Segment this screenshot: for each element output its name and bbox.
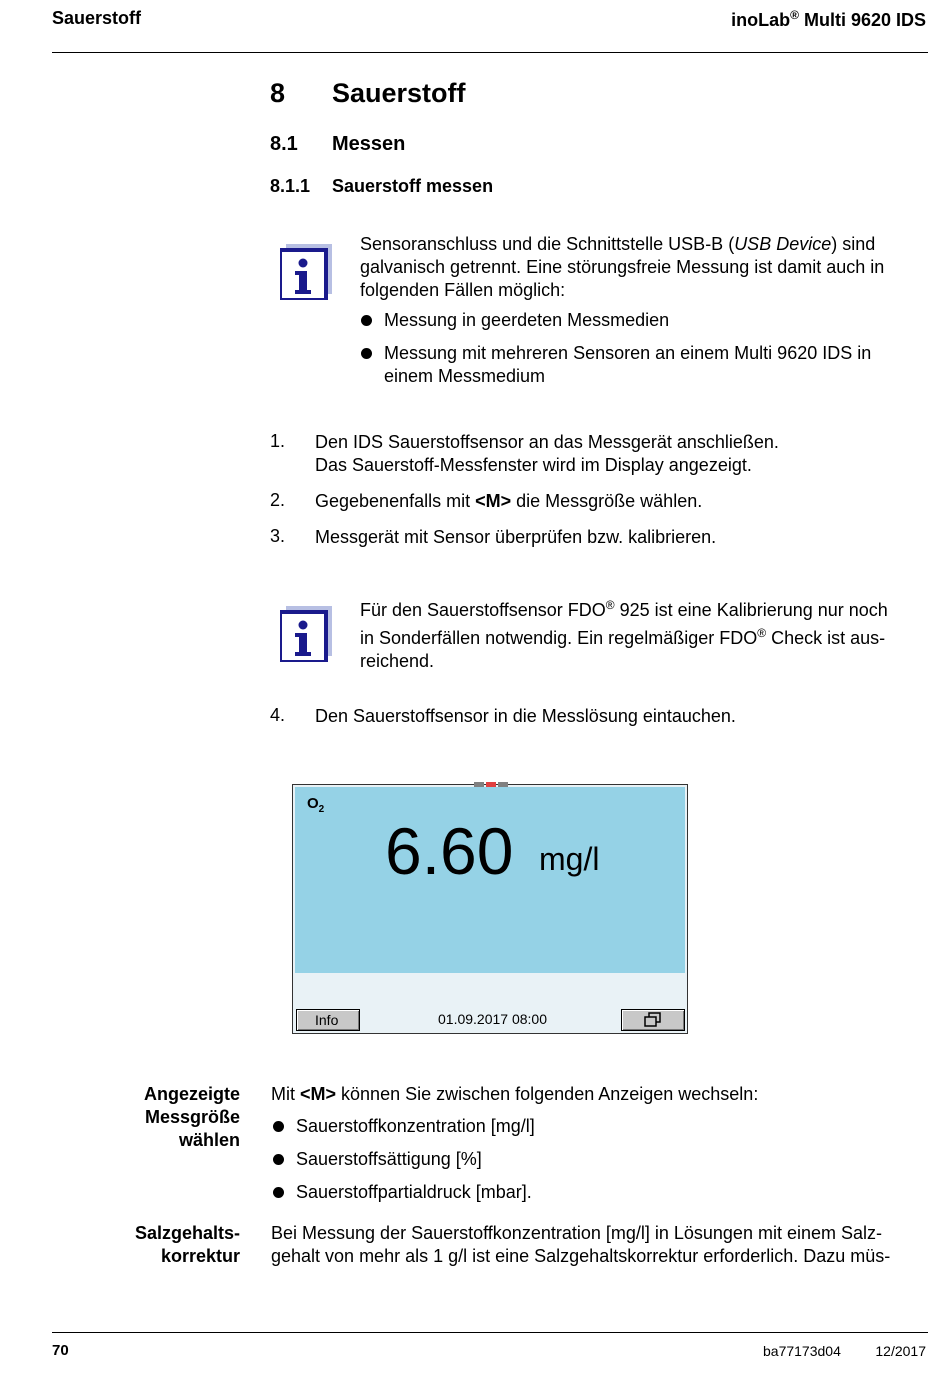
section-number: 8.1 [270,133,298,155]
registered-mark: ® [757,626,767,640]
note-text: folgenden Fällen möglich: [360,280,566,300]
model-name: Multi 9620 IDS [798,10,926,30]
bullet-icon [273,1154,284,1165]
parameter-subscript: 2 [318,804,325,815]
brand-name: inoLab [731,10,791,30]
intro-text: Mit [271,1084,300,1104]
measurement-area [295,787,685,973]
bullet-text: einem Messmedium [384,366,546,386]
step-text: Messgerät mit Sensor überprüfen bzw. kalibrieren. [315,527,717,547]
step-number: 1. [270,431,286,451]
parameter-symbol: O [307,795,319,812]
note-text: in Sonderfällen notwendig. Ein regelmäßiger FDO [360,628,758,648]
side-heading [144,1083,240,1152]
step-line: Den IDS Sauerstoffsensor an das Messgerät anschließen. [315,432,779,452]
measured-value: 6.60 [385,814,514,888]
chapter-number: 8 [270,78,286,108]
note-paragraph [360,233,930,302]
info-icon [280,244,332,305]
bullet-item: Messung in geerdeten Messmedien [384,310,670,330]
doc-date: 12/2017 [875,1343,926,1359]
meter-display [292,784,688,1034]
note-text: Für den Sauerstoffsensor FDO [360,600,606,620]
side-heading-line: korrektur [160,1246,240,1266]
side-heading-line: Angezeigte [143,1084,240,1104]
step-number: 3. [270,526,286,546]
step-line: Das Sauerstoff-Messfenster wird im Display angezeigt. [315,455,752,475]
salt-text: Bei Messung der Sauerstoffkonzentration [mg/l] in Lösungen mit einem Salz- [271,1223,882,1243]
salt-text: gehalt von mehr als 1 g/l ist eine Salzgehaltskorrektur erforderlich. Dazu müs- [271,1246,891,1266]
running-header-right [731,8,926,31]
note-text: galvanisch getrennt. Eine störungsfreie Messung ist damit auch in [360,257,885,277]
subsection-title: Sauerstoff messen [332,176,494,196]
page-number: 70 [52,1342,69,1359]
doc-number: ba77173d04 [763,1343,841,1359]
measured-unit: mg/l [539,841,600,877]
info-softkey[interactable]: Info [296,1009,360,1031]
bullet-icon [361,315,372,326]
note-text: 925 ist eine Kalibrierung nur noch [614,600,888,620]
footer-rule [52,1332,928,1333]
select-intro [271,1083,758,1106]
step-number: 4. [270,705,286,725]
subsection-number: 8.1.1 [270,176,311,196]
step-number: 2. [270,490,286,510]
registered-mark: ® [790,8,799,22]
bullet-item [384,342,871,388]
side-heading-line: Messgröße [144,1107,240,1127]
step-text [315,490,925,513]
bullet-icon [273,1121,284,1132]
side-heading [135,1222,240,1268]
parameter-label [307,795,324,815]
step-line: Gegebenenfalls mit [315,491,476,511]
note-paragraph [360,594,930,673]
chapter-title: Sauerstoff [332,78,466,108]
note-text: Check ist aus- [766,628,886,648]
key-label: <M> [475,491,512,511]
bullet-icon [273,1187,284,1198]
bullet-item: Sauerstoffpartialdruck [mbar]. [296,1182,532,1202]
note-text: reichend. [360,651,435,671]
bullet-item: Sauerstoffsättigung [%] [296,1149,482,1169]
note-text: ) sind [831,234,876,254]
bullet-item: Sauerstoffkonzentration [mg/l] [296,1116,535,1136]
windows-softkey[interactable] [621,1009,685,1031]
date-time: 01.09.2017 08:00 [438,1011,547,1027]
side-heading-line: Salzgehalts- [134,1223,240,1243]
step-text [315,431,925,477]
step-line: die Messgröße wählen. [511,491,703,511]
step-text: Den Sauerstoffsensor in die Messlösung eintauchen. [315,706,736,726]
running-header-left: Sauerstoff [52,8,142,28]
intro-text: können Sie zwischen folgenden Anzeigen wechseln: [336,1084,759,1104]
bullet-text: Messung mit mehreren Sensoren an einem Multi 9620 IDS in [384,343,872,363]
header-rule [52,52,928,53]
windows-icon [644,1012,662,1033]
note-italic: USB Device [734,234,832,254]
bullet-icon [361,348,372,359]
key-label: <M> [300,1084,337,1104]
registered-mark: ® [605,598,615,612]
info-icon [280,606,332,667]
section-title: Messen [332,133,406,155]
side-heading-line: wählen [178,1130,240,1150]
salt-paragraph [271,1222,931,1268]
note-text: Sensoranschluss und die Schnittstelle USB-B ( [360,234,735,254]
